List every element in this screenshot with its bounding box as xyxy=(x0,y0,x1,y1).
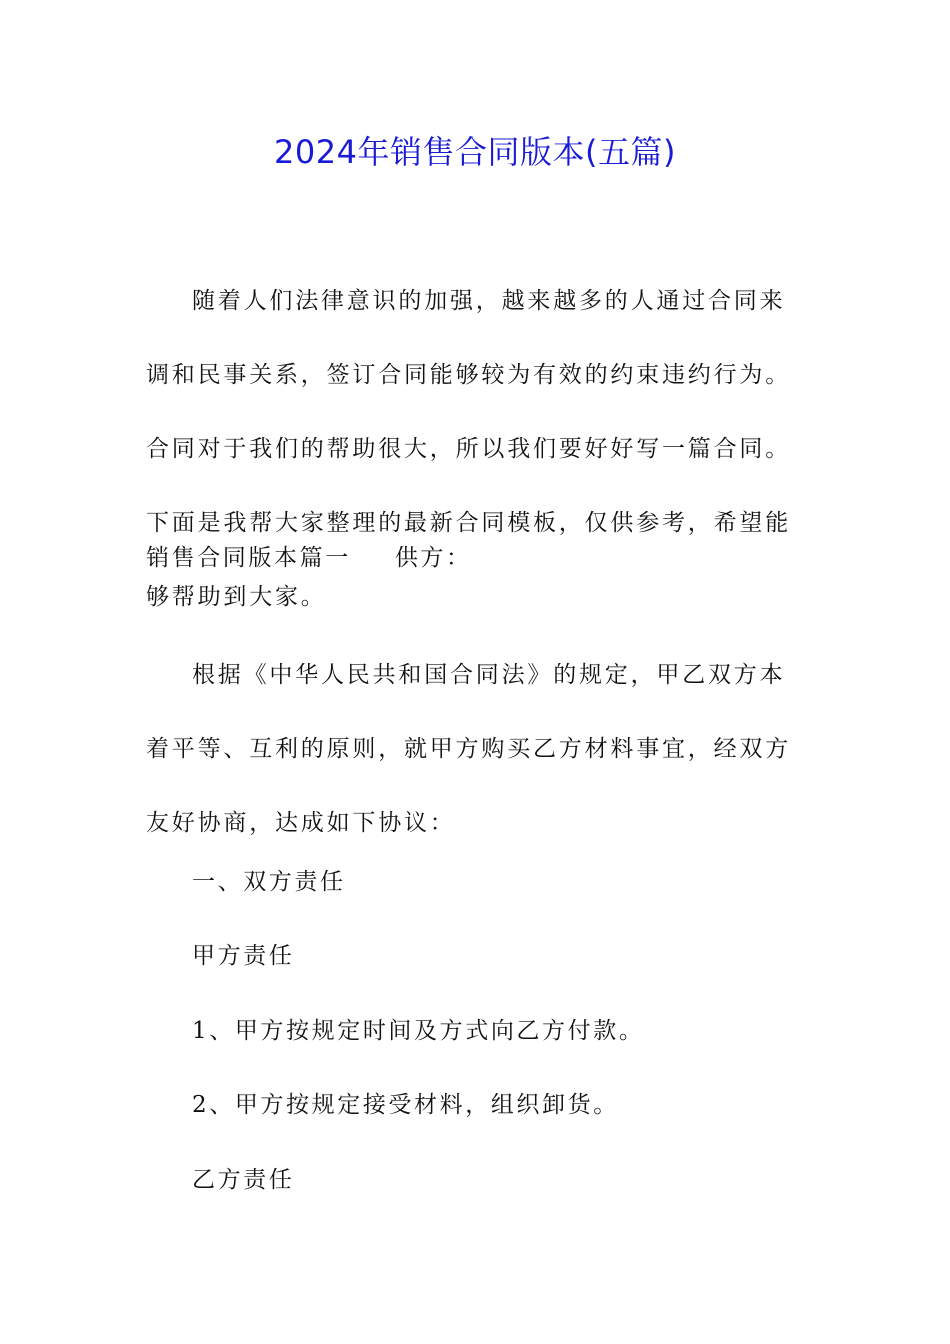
intro-paragraph: 随着人们法律意识的加强，越来越多的人通过合同来调和民事关系，签订合同能够较为有效的约束违约行为。合同对于我们的帮助很大，所以我们要好好写一篇合同。下面是我帮大家整理的最新合同模板，仅供参考，希望能够帮助到大家。 xyxy=(146,288,791,610)
party-b-heading: 乙方责任 xyxy=(192,1167,295,1193)
document-title: 2024年销售合同版本(五篇) xyxy=(274,133,676,171)
party-a-heading: 甲方责任 xyxy=(192,943,295,969)
section-heading: 销售合同版本篇一 xyxy=(146,545,351,571)
party-a-item-2: 2、甲方按规定接受材料，组织卸货。 xyxy=(192,1092,619,1118)
section-heading-line xyxy=(146,538,472,578)
basis-paragraph: 根据《中华人民共和国合同法》的规定，甲乙双方本着平等、互利的原则，就甲方购买乙方材料事宜，经双方友好协商，达成如下协议： xyxy=(146,662,791,836)
supplier-label: 供方： xyxy=(394,545,472,571)
clause-1-heading: 一、双方责任 xyxy=(192,869,346,895)
party-a-item-1: 1、甲方按规定时间及方式向乙方付款。 xyxy=(192,1018,645,1044)
